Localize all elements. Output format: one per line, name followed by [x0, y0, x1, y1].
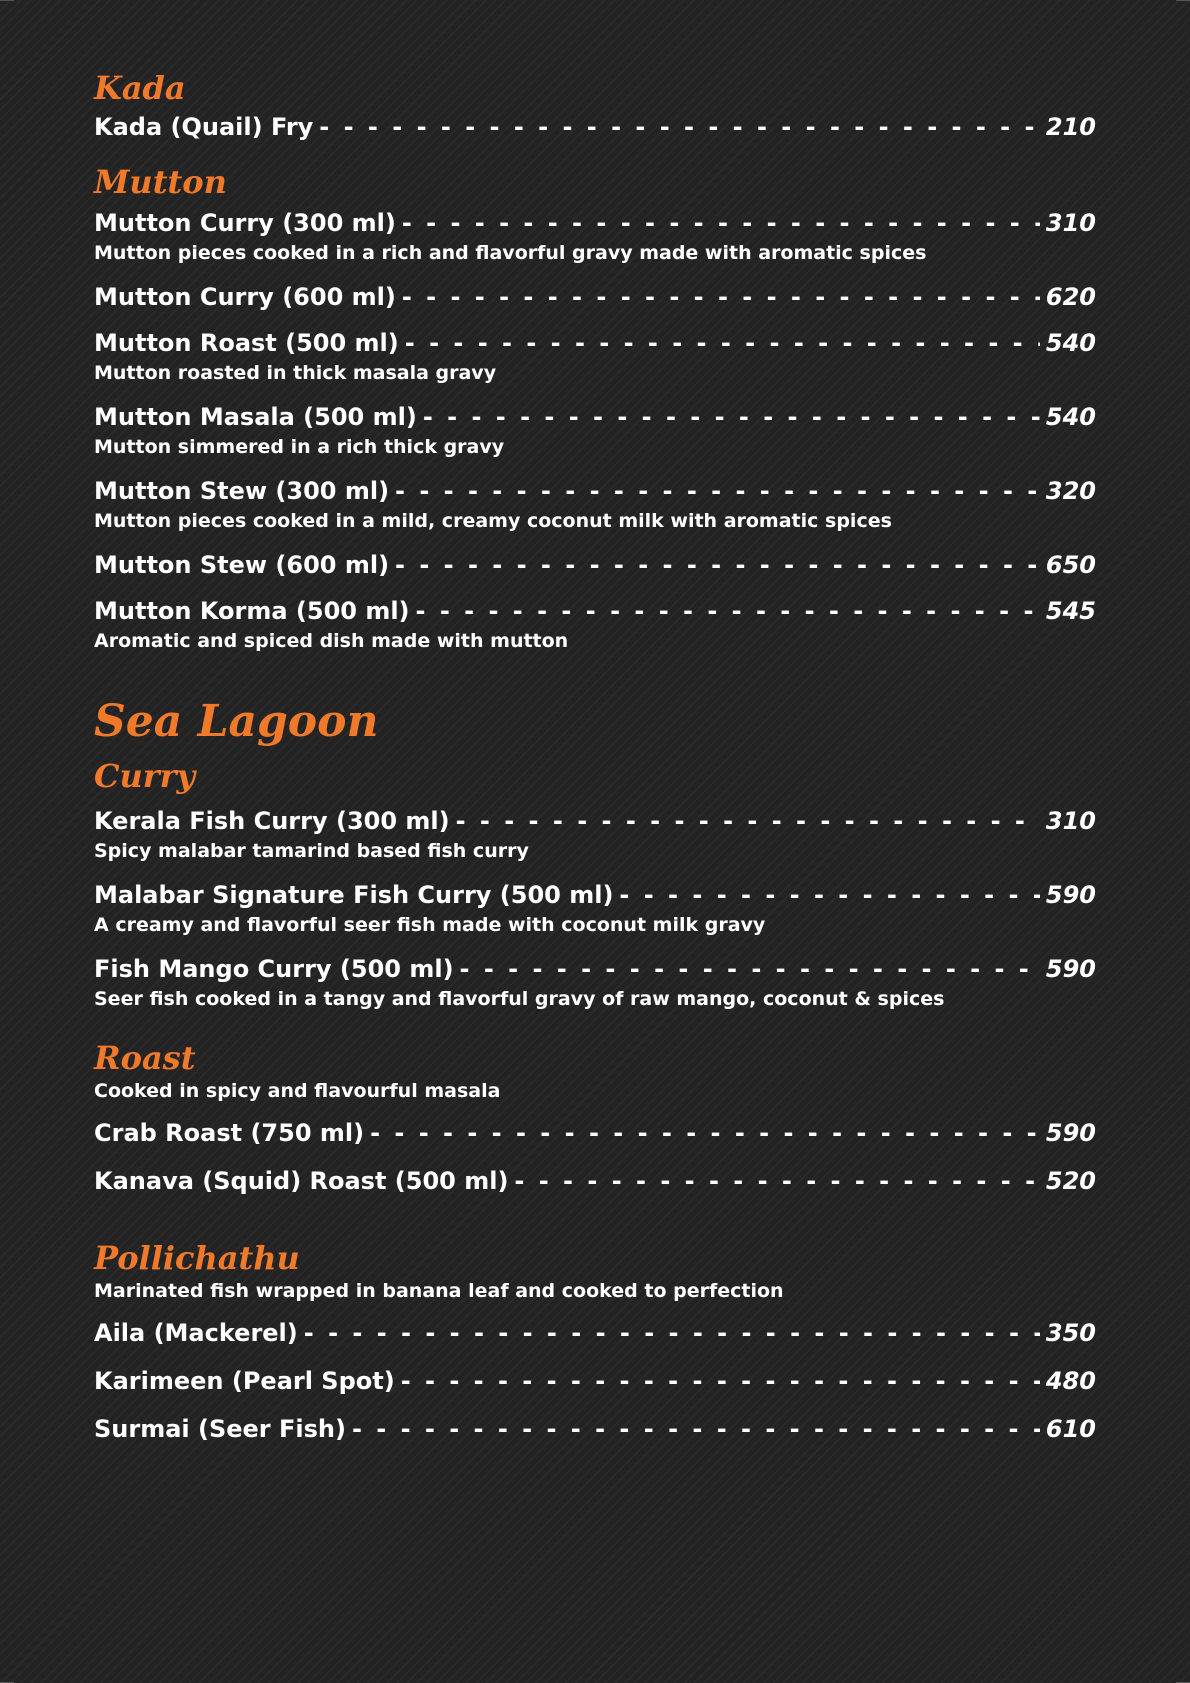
- item-price: 610: [1045, 1415, 1096, 1443]
- item-description: Mutton roasted in thick masala gravy: [94, 362, 497, 384]
- dotted-leader: [416, 596, 1040, 626]
- menu-item: [94, 1414, 1096, 1444]
- item-name: Kada (Quail) Fry: [94, 113, 314, 141]
- dotted-leader: [456, 806, 1040, 836]
- item-price: 620: [1045, 283, 1096, 311]
- item-name: Fish Mango Curry (500 ml): [94, 955, 454, 983]
- item-price: 590: [1045, 1119, 1096, 1147]
- dotted-leader: [460, 954, 1040, 984]
- dotted-leader: [395, 550, 1040, 580]
- crop-mark-top-right: [1176, 0, 1190, 15]
- menu-item: [94, 1318, 1096, 1348]
- menu-page: [94, 68, 1096, 1444]
- menu-item: [94, 954, 1096, 1012]
- menu-item: [94, 596, 1096, 654]
- item-name: Kanava (Squid) Roast (500 ml): [94, 1167, 509, 1195]
- pollichathu-section: [94, 1238, 1096, 1444]
- category-title-mutton: Mutton: [94, 163, 227, 201]
- item-price: 540: [1045, 329, 1096, 357]
- item-price: 310: [1045, 209, 1096, 237]
- item-description: Aromatic and spiced dish made with mutton: [94, 630, 569, 652]
- item-name: Mutton Curry (600 ml): [94, 283, 396, 311]
- crop-mark-bottom-right: [1176, 1668, 1190, 1683]
- category-description: Marinated fish wrapped in banana leaf and cooked to perfection: [94, 1280, 784, 1302]
- item-price: 210: [1045, 113, 1096, 141]
- item-price: 480: [1045, 1367, 1096, 1395]
- menu-item: [94, 328, 1096, 386]
- roast-section: [94, 1038, 1096, 1196]
- curry-section: [94, 756, 1096, 1012]
- item-name: Mutton Stew (600 ml): [94, 551, 390, 579]
- menu-item: [94, 208, 1096, 266]
- item-price: 545: [1045, 597, 1096, 625]
- dotted-leader: [405, 328, 1040, 358]
- menu-item: [94, 112, 1096, 142]
- item-description: Mutton simmered in a rich thick gravy: [94, 436, 505, 458]
- section-title-sea-lagoon: Sea Lagoon: [94, 696, 379, 747]
- item-price: 540: [1045, 403, 1096, 431]
- mutton-section: [94, 162, 1096, 654]
- menu-item: [94, 282, 1096, 312]
- category-title-kada: Kada: [94, 69, 186, 107]
- item-description: A creamy and flavorful seer fish made with coconut milk gravy: [94, 914, 766, 936]
- item-price: 520: [1045, 1167, 1096, 1195]
- dotted-leader: [395, 476, 1040, 506]
- dotted-leader: [514, 1166, 1039, 1196]
- dotted-leader: [352, 1414, 1040, 1444]
- item-name: Surmai (Seer Fish): [94, 1415, 346, 1443]
- menu-item: [94, 476, 1096, 534]
- item-price: 320: [1045, 477, 1096, 505]
- item-name: Crab Roast (750 ml): [94, 1119, 365, 1147]
- item-name: Mutton Roast (500 ml): [94, 329, 399, 357]
- item-name: Mutton Curry (300 ml): [94, 209, 396, 237]
- menu-item: [94, 806, 1096, 864]
- item-description: Mutton pieces cooked in a rich and flavorful gravy made with aromatic spices: [94, 242, 927, 264]
- category-title-curry: Curry: [94, 757, 196, 795]
- dotted-leader: [619, 880, 1039, 910]
- dotted-leader: [423, 402, 1040, 432]
- dotted-leader: [402, 208, 1040, 238]
- dotted-leader: [401, 1366, 1040, 1396]
- menu-item: [94, 1118, 1096, 1148]
- crop-mark-bottom-left: [0, 1668, 14, 1683]
- dotted-leader: [319, 112, 1040, 142]
- item-name: Mutton Masala (500 ml): [94, 403, 417, 431]
- item-description: Seer fish cooked in a tangy and flavorful gravy of raw mango, coconut & spices: [94, 988, 945, 1010]
- item-description: Spicy malabar tamarind based fish curry: [94, 840, 529, 862]
- category-description: Cooked in spicy and flavourful masala: [94, 1080, 501, 1102]
- item-description: Mutton pieces cooked in a mild, creamy coconut milk with aromatic spices: [94, 510, 892, 532]
- sea-lagoon-section: [94, 696, 1096, 1444]
- dotted-leader: [370, 1118, 1040, 1148]
- item-name: Karimeen (Pearl Spot): [94, 1367, 395, 1395]
- item-name: Mutton Stew (300 ml): [94, 477, 390, 505]
- item-name: Mutton Korma (500 ml): [94, 597, 410, 625]
- menu-item: [94, 550, 1096, 580]
- item-name: Aila (Mackerel): [94, 1319, 298, 1347]
- item-price: 650: [1045, 551, 1096, 579]
- dotted-leader: [402, 282, 1040, 312]
- category-title-pollichathu: Pollichathu: [94, 1239, 300, 1277]
- item-name: Kerala Fish Curry (300 ml): [94, 807, 450, 835]
- menu-item: [94, 1166, 1096, 1196]
- item-name: Malabar Signature Fish Curry (500 ml): [94, 881, 614, 909]
- menu-item: [94, 880, 1096, 938]
- item-price: 310: [1045, 807, 1096, 835]
- dotted-leader: [304, 1318, 1040, 1348]
- item-price: 590: [1045, 955, 1096, 983]
- kada-section: [94, 68, 1096, 142]
- item-price: 350: [1045, 1319, 1096, 1347]
- crop-mark-top-left: [0, 0, 14, 15]
- category-title-roast: Roast: [94, 1039, 196, 1077]
- item-price: 590: [1045, 881, 1096, 909]
- menu-item: [94, 1366, 1096, 1396]
- menu-item: [94, 402, 1096, 460]
